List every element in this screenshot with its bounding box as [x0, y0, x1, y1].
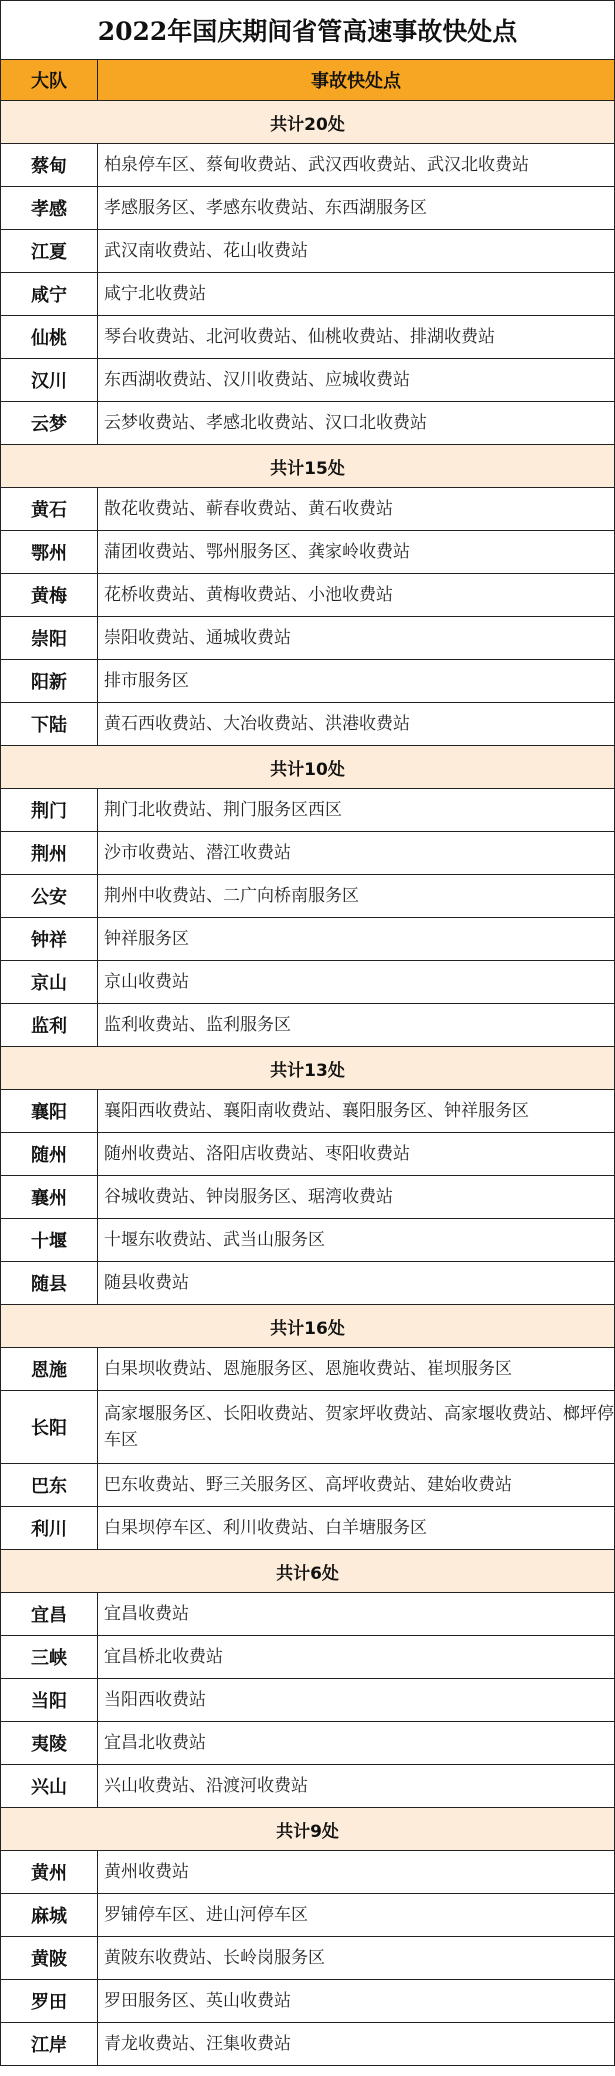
- incident-points: 咸宁北收费站: [104, 284, 206, 304]
- brigade-name: 黄州: [1, 1851, 98, 1893]
- brigade-name: 公安: [1, 875, 98, 917]
- table-row: [1, 1507, 614, 1550]
- incident-points: 监利收费站、监利服务区: [104, 1015, 291, 1035]
- brigade-name: 咸宁: [1, 273, 98, 315]
- brigade-name: 钟祥: [1, 918, 98, 960]
- brigade-name: 长阳: [1, 1391, 98, 1463]
- table-row: [1, 918, 614, 961]
- incident-points: 兴山收费站、沿渡河收费站: [104, 1776, 308, 1796]
- table-row: [1, 2023, 614, 2066]
- table-row: [1, 703, 614, 746]
- incident-points: 柏泉停车区、蔡甸收费站、武汉西收费站、武汉北收费站: [104, 155, 529, 175]
- brigade-name: 襄州: [1, 1176, 98, 1218]
- brigade-name: 下陆: [1, 703, 98, 745]
- incident-points: 黄州收费站: [104, 1862, 189, 1882]
- table-title: 2022年国庆期间省管高速事故快处点: [1, 1, 614, 60]
- incident-points: 武汉南收费站、花山收费站: [104, 241, 308, 261]
- incident-points: 荆门北收费站、荆门服务区西区: [104, 800, 342, 820]
- incident-points: 谷城收费站、钟岗服务区、琚湾收费站: [104, 1187, 393, 1207]
- brigade-name: 黄梅: [1, 574, 98, 616]
- table-row: [1, 1765, 614, 1808]
- table-row: [1, 1004, 614, 1047]
- brigade-name: 三峡: [1, 1636, 98, 1678]
- brigade-name: 利川: [1, 1507, 98, 1549]
- table-row: [1, 1636, 614, 1679]
- table-row: [1, 617, 614, 660]
- incident-points: 黄陂东收费站、长岭岗服务区: [104, 1948, 325, 1968]
- incident-points: 排市服务区: [104, 671, 189, 691]
- brigade-name: 鄂州: [1, 531, 98, 573]
- incident-points: 罗田服务区、英山收费站: [104, 1991, 291, 2011]
- incident-points: 罗铺停车区、进山河停车区: [104, 1905, 308, 1925]
- table-row: [1, 1262, 614, 1305]
- brigade-name: 崇阳: [1, 617, 98, 659]
- table-row: [1, 359, 614, 402]
- incident-points: 随州收费站、洛阳店收费站、枣阳收费站: [104, 1144, 410, 1164]
- table-row: [1, 1219, 614, 1262]
- brigade-name: 宜昌: [1, 1593, 98, 1635]
- section-total: 共计15处: [1, 445, 614, 488]
- incident-points: 当阳西收费站: [104, 1690, 206, 1710]
- table-row: [1, 961, 614, 1004]
- incident-points: 钟祥服务区: [104, 929, 189, 949]
- table-row: [1, 1133, 614, 1176]
- table-row: [1, 1937, 614, 1980]
- incident-points: 崇阳收费站、通城收费站: [104, 628, 291, 648]
- incident-points: 十堰东收费站、武当山服务区: [104, 1230, 325, 1250]
- table-row: [1, 1464, 614, 1507]
- incident-points: 花桥收费站、黄梅收费站、小池收费站: [104, 585, 393, 605]
- brigade-name: 夷陵: [1, 1722, 98, 1764]
- brigade-name: 随县: [1, 1262, 98, 1304]
- table-row: [1, 531, 614, 574]
- brigade-name: 兴山: [1, 1765, 98, 1807]
- table-row: [1, 1348, 614, 1391]
- brigade-name: 荆门: [1, 789, 98, 831]
- brigade-name: 仙桃: [1, 316, 98, 358]
- incident-points: 宜昌北收费站: [104, 1733, 206, 1753]
- brigade-name: 黄石: [1, 488, 98, 530]
- incident-points: 青龙收费站、汪集收费站: [104, 2034, 291, 2054]
- brigade-name: 黄陂: [1, 1937, 98, 1979]
- table-row: [1, 1980, 614, 2023]
- brigade-name: 蔡甸: [1, 144, 98, 186]
- brigade-name: 罗田: [1, 1980, 98, 2022]
- section-total: 共计20处: [1, 101, 614, 144]
- table-row: [1, 488, 614, 531]
- table-row: [1, 1894, 614, 1937]
- table-row: [1, 832, 614, 875]
- table-row: [1, 187, 614, 230]
- header-brigade: 大队: [1, 60, 98, 100]
- table-row: [1, 875, 614, 918]
- brigade-name: 江夏: [1, 230, 98, 272]
- section-total: 共计10处: [1, 746, 614, 789]
- incident-points: 随县收费站: [104, 1273, 189, 1293]
- incident-points: 沙市收费站、潜江收费站: [104, 843, 291, 863]
- brigade-name: 当阳: [1, 1679, 98, 1721]
- brigade-name: 巴东: [1, 1464, 98, 1506]
- table-row: [1, 1391, 614, 1464]
- incident-points: 襄阳西收费站、襄阳南收费站、襄阳服务区、钟祥服务区: [104, 1101, 529, 1121]
- incident-points: 琴台收费站、北河收费站、仙桃收费站、排湖收费站: [104, 327, 495, 347]
- brigade-name: 麻城: [1, 1894, 98, 1936]
- incident-points: 白果坝停车区、利川收费站、白羊塘服务区: [104, 1518, 427, 1538]
- incident-points: 巴东收费站、野三关服务区、高坪收费站、建始收费站: [104, 1475, 512, 1495]
- brigade-name: 监利: [1, 1004, 98, 1046]
- brigade-name: 荆州: [1, 832, 98, 874]
- brigade-name: 江岸: [1, 2023, 98, 2065]
- table-row: [1, 1593, 614, 1636]
- table-row: [1, 789, 614, 832]
- brigade-name: 襄阳: [1, 1090, 98, 1132]
- table-row: [1, 273, 614, 316]
- table-row: [1, 660, 614, 703]
- section-total: 共计6处: [1, 1550, 614, 1593]
- table-row: [1, 574, 614, 617]
- section-total: 共计9处: [1, 1808, 614, 1851]
- incident-points: 白果坝收费站、恩施服务区、恩施收费站、崔坝服务区: [104, 1359, 512, 1379]
- incident-points: 京山收费站: [104, 972, 189, 992]
- table-row: [1, 1722, 614, 1765]
- incident-points: 荆州中收费站、二广向桥南服务区: [104, 886, 359, 906]
- incident-points: 宜昌桥北收费站: [104, 1647, 223, 1667]
- section-total: 共计13处: [1, 1047, 614, 1090]
- brigade-name: 京山: [1, 961, 98, 1003]
- table-header: [1, 60, 614, 101]
- table-row: [1, 230, 614, 273]
- incident-points: 高家堰服务区、长阳收费站、贺家坪收费站、高家堰收费站、榔坪停车区: [104, 1404, 614, 1450]
- incident-points: 散花收费站、蕲春收费站、黄石收费站: [104, 499, 393, 519]
- table-row: [1, 1679, 614, 1722]
- table-row: [1, 1851, 614, 1894]
- brigade-name: 云梦: [1, 402, 98, 444]
- table-row: [1, 402, 614, 445]
- incident-points: 黄石西收费站、大冶收费站、洪港收费站: [104, 714, 410, 734]
- table-row: [1, 316, 614, 359]
- brigade-name: 阳新: [1, 660, 98, 702]
- incident-points: 宜昌收费站: [104, 1604, 189, 1624]
- table-row: [1, 144, 614, 187]
- table-row: [1, 1176, 614, 1219]
- incident-points: 孝感服务区、孝感东收费站、东西湖服务区: [104, 198, 427, 218]
- brigade-name: 汉川: [1, 359, 98, 401]
- header-points: 事故快处点: [311, 71, 401, 92]
- incident-points: 云梦收费站、孝感北收费站、汉口北收费站: [104, 413, 427, 433]
- table-row: [1, 1090, 614, 1133]
- incident-points: 蒲团收费站、鄂州服务区、龚家岭收费站: [104, 542, 410, 562]
- brigade-name: 孝感: [1, 187, 98, 229]
- section-total: 共计16处: [1, 1305, 614, 1348]
- brigade-name: 恩施: [1, 1348, 98, 1390]
- brigade-name: 十堰: [1, 1219, 98, 1261]
- brigade-name: 随州: [1, 1133, 98, 1175]
- incident-points: 东西湖收费站、汉川收费站、应城收费站: [104, 370, 410, 390]
- table-body: [1, 101, 614, 2066]
